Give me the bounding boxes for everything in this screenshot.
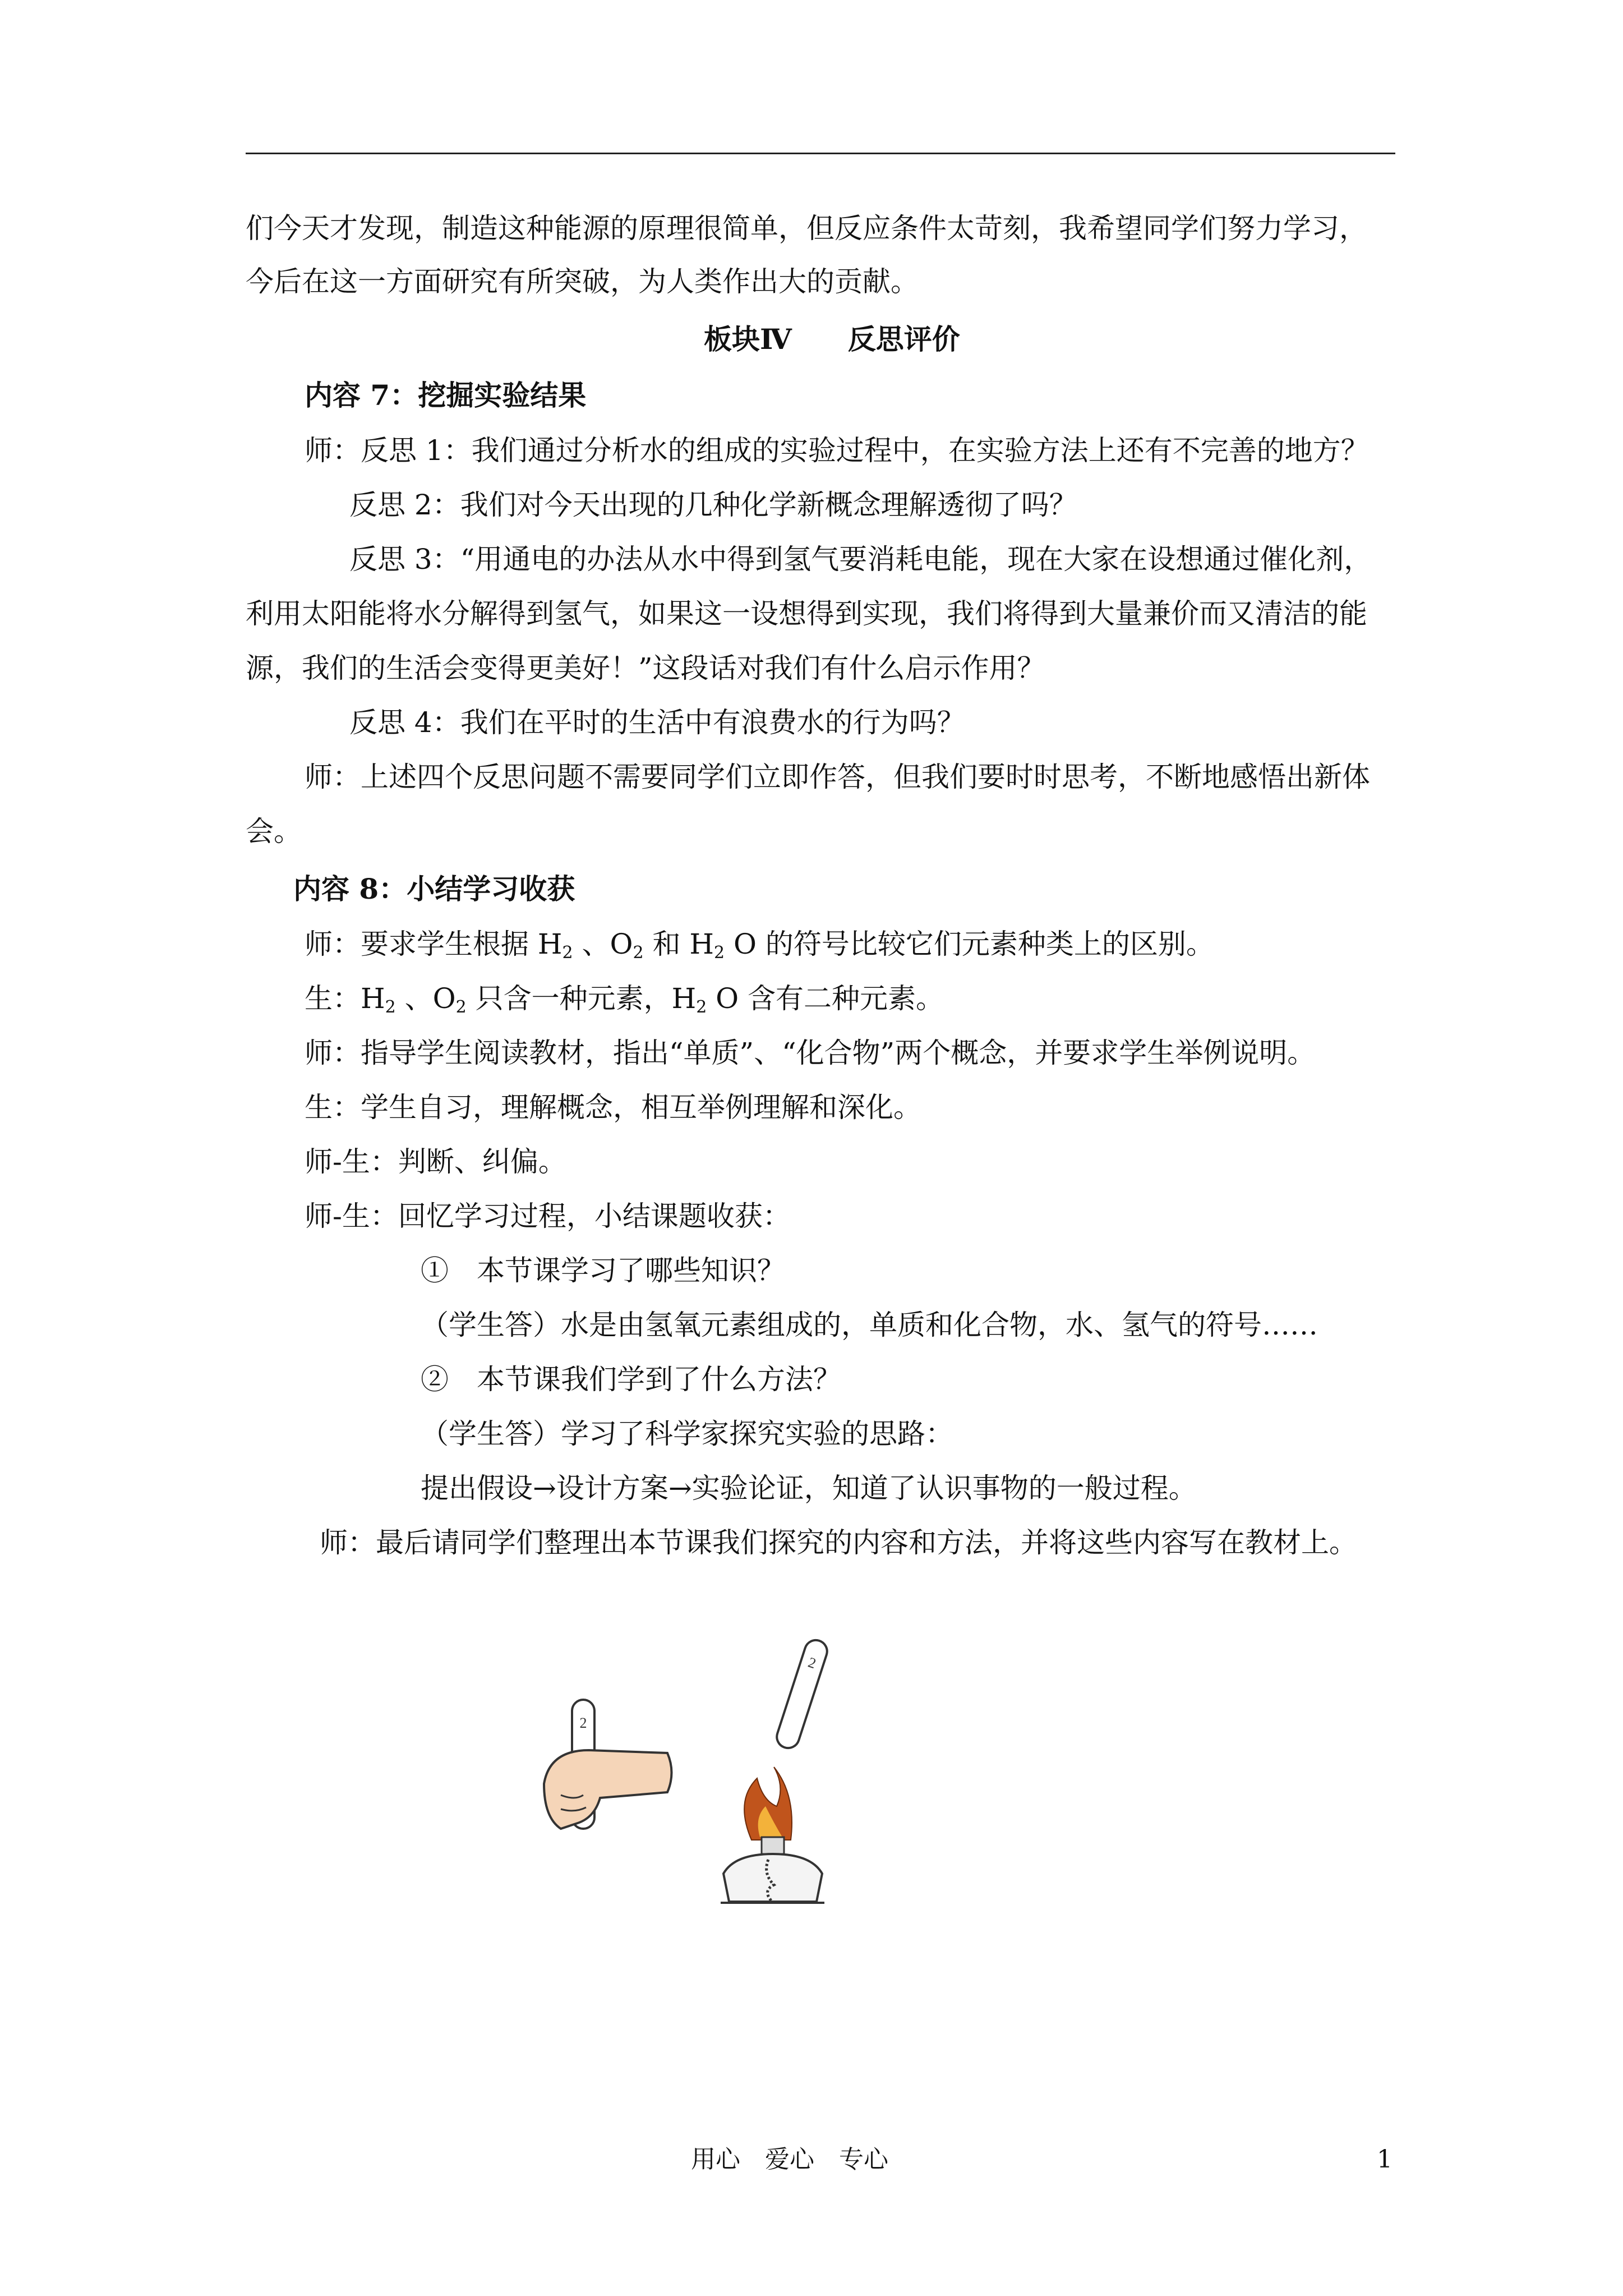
reflect-2: 反思 2：我们对今天出现的几种化学新概念理解透彻了吗？ xyxy=(349,489,1077,521)
intro-line-2: 今后在这一方面研究有所突破，为人类作出大的贡献。 xyxy=(246,265,919,298)
self-study-line: 生：学生自习，理解概念，相互举例理解和深化。 xyxy=(305,1091,921,1124)
question-1: ① 本节课学习了哪些知识？ xyxy=(421,1254,785,1287)
page-number: 1 xyxy=(1377,2145,1393,2174)
inverted-test-tube xyxy=(774,1638,830,1751)
reflect-3-line-3: 源，我们的生活会变得更美好！”这段话对我们有什么启示作用？ xyxy=(246,652,1045,684)
reflect-1: 师：反思 1：我们通过分析水的组成的实验过程中，在实验方法上还有不完善的地方？ xyxy=(305,434,1369,467)
question-2: ② 本节课我们学到了什么方法？ xyxy=(421,1363,841,1396)
alcohol-lamp xyxy=(721,1767,824,1903)
section-title: 板块Ⅳ 反思评价 xyxy=(704,323,960,356)
guide-line: 师：指导学生阅读教材，指出“单质”、“化合物”两个概念，并要求学生举例说明。 xyxy=(305,1037,1316,1069)
content7-heading: 内容 7：挖掘实验结果 xyxy=(305,379,587,412)
answer-2-process: 提出假设→设计方案→实验论证，知道了认识事物的一般过程。 xyxy=(421,1472,1197,1504)
footer-motto: 用心 爱心 专心 xyxy=(691,2145,888,2174)
reflect-3-line-2: 利用太阳能将水分解得到氢气，如果这一设想得到实现，我们将得到大量兼价而又清洁的能 xyxy=(246,597,1367,630)
tube-label-right: 2 xyxy=(806,1654,818,1672)
answer-1: （学生答）水是由氢氧元素组成的，单质和化合物，水、氢气的符号…… xyxy=(421,1309,1318,1341)
intro-line-1: 们今天才发现，制造这种能源的原理很简单，但反应条件太苛刻，我希望同学们努力学习， xyxy=(246,212,1367,245)
hand-holding-test-tube xyxy=(544,1700,672,1829)
judge-line: 师-生：判断、纠偏。 xyxy=(305,1145,566,1178)
reflect-3-line-1: 反思 3：“用通电的办法从水中得到氢气要消耗电能，现在大家在设想通过催化剂， xyxy=(349,543,1372,576)
final-instruction: 师：最后请同学们整理出本节课我们探究的内容和方法，并将这些内容写在教材上。 xyxy=(320,1526,1357,1559)
experiment-illustration xyxy=(527,1638,976,1907)
content8-heading: 内容 8：小结学习收获 xyxy=(293,872,575,905)
formula-line-1: 师：要求学生根据 $H_2$ 、$O_2$ 和 $H_2$ O 的符号比较它们元素种类上的区别。 xyxy=(305,928,1214,963)
teacher-note-line-1: 师：上述四个反思问题不需要同学们立即作答，但我们要时时思考，不断地感悟出新体 xyxy=(305,761,1370,793)
header-rule xyxy=(246,153,1395,154)
recall-line: 师-生：回忆学习过程，小结课题收获： xyxy=(305,1200,791,1232)
teacher-note-line-2: 会。 xyxy=(246,815,302,848)
formula-line-2: 生：$H_2$ 、$O_2$ 只含一种元素，$H_2$ O 含有二种元素。 xyxy=(305,982,944,1017)
tube-label-left: 2 xyxy=(579,1715,587,1731)
answer-2: （学生答）学习了科学家探究实验的思路： xyxy=(421,1418,953,1450)
reflect-4: 反思 4：我们在平时的生活中有浪费水的行为吗？ xyxy=(349,706,965,739)
